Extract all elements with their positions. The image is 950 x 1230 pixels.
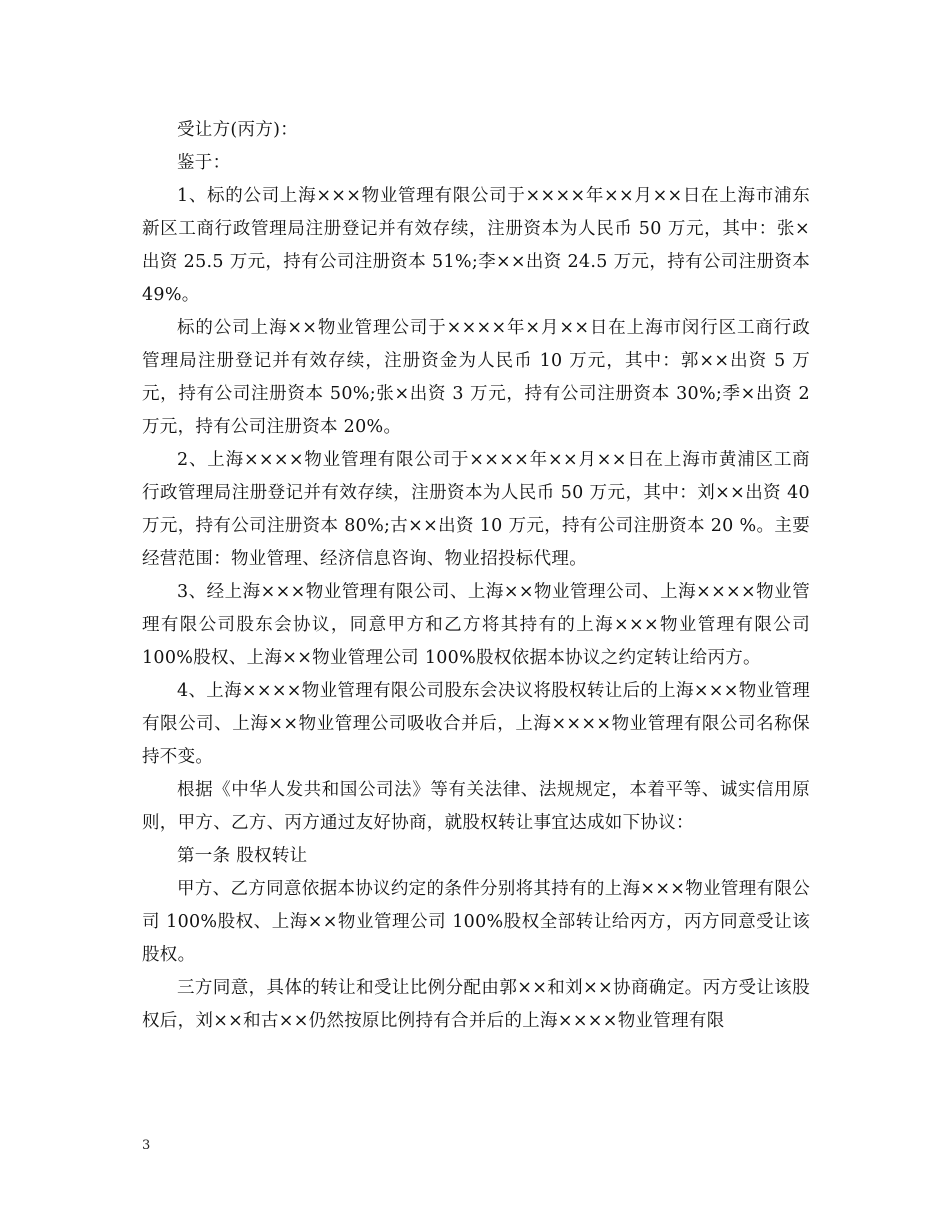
paragraph-clause-4: 4、上海××××物业管理有限公司股东会决议将股权转让后的上海×××物业管理有限公司、上海××物业管理公司吸收合并后，上海××××物业管理有限公司名称保持不变。 bbox=[142, 681, 810, 767]
paragraph-clause-1: 1、标的公司上海×××物业管理有限公司于××××年××月××日在上海市浦东新区工商行政管理局注册登记并有效存续，注册资本为人民币 50 万元，其中：张×出资 25.5 万元，持有公司注册资本 51%;李××出资 24.5 万元，持有公司注册资本 49%。 bbox=[142, 186, 810, 305]
document-body bbox=[142, 114, 810, 1038]
paragraph-article-1-transfer: 甲方、乙方同意依据本协议约定的条件分别将其持有的上海×××物业管理有限公司 100%股权、上海××物业管理公司 100%股权全部转让给丙方，丙方同意受让该股权。 bbox=[142, 879, 810, 965]
paragraph-transferee-heading: 受让方(丙方)： bbox=[177, 120, 299, 140]
article-1-heading: 第一条 股权转让 bbox=[177, 846, 308, 866]
paragraph-whereas: 鉴于： bbox=[177, 153, 231, 173]
paragraph-clause-3: 3、经上海×××物业管理有限公司、上海××物业管理公司、上海××××物业管理有限公司股东会协议，同意甲方和乙方将其持有的上海×××物业管理有限公司 100%股权、上海××物业管理公司 100%股权依据本协议之约定转让给丙方。 bbox=[142, 582, 810, 668]
paragraph-clause-2: 2、上海××××物业管理有限公司于××××年××月××日在上海市黄浦区工商行政管理局注册登记并有效存续，注册资本为人民币 50 万元，其中：刘××出资 40 万元，持有公司注册资本 80%;古××出资 10 万元，持有公司注册资本 20 %。主要经营范围：物业管理、经济信息咨询、物业招投标代理。 bbox=[142, 450, 810, 569]
page-number: 3 bbox=[142, 1138, 151, 1153]
paragraph-legal-basis: 根据《中华人发共和国公司法》等有关法律、法规规定，本着平等、诚实信用原则，甲方、乙方、丙方通过友好协商，就股权转让事宜达成如下协议： bbox=[142, 780, 810, 833]
paragraph-clause-1-second-company: 标的公司上海××物业管理公司于××××年×月××日在上海市闵行区工商行政管理局注册登记并有效存续，注册资金为人民币 10 万元，其中：郭××出资 5 万元，持有公司注册资本 50%;张×出资 3 万元，持有公司注册资本 30%;季×出资 2 万元，持有公司注册资本 20%。 bbox=[142, 318, 810, 437]
paragraph-article-1-ratio: 三方同意，具体的转让和受让比例分配由郭××和刘××协商确定。丙方受让该股权后，刘××和古××仍然按原比例持有合并后的上海××××物业管理有限 bbox=[142, 978, 810, 1031]
